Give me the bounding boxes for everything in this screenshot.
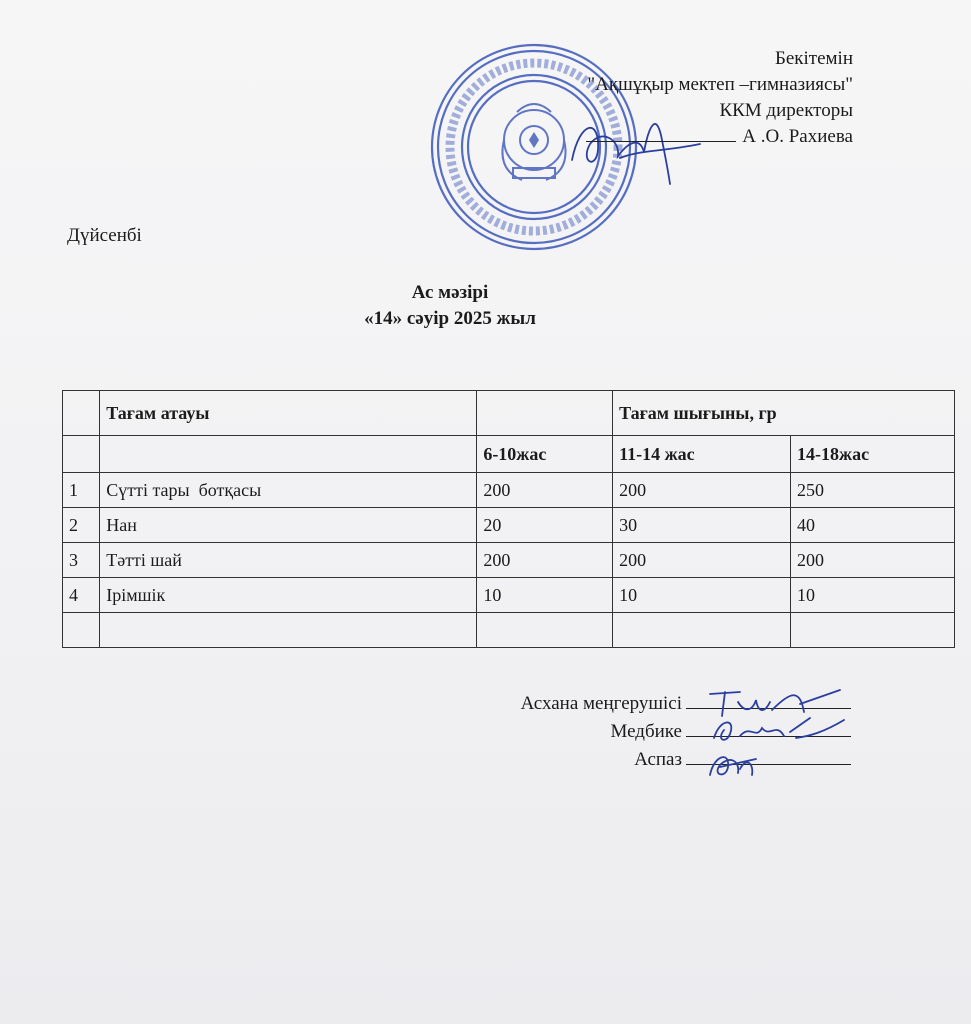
table-cell [100,436,477,473]
dish-name: Ірімшік [100,578,477,613]
nurse-signature-icon [700,712,850,748]
title-line-1: Ас мәзірі [411,282,489,303]
row-num: 3 [63,543,100,578]
cook-signature-icon [700,745,780,785]
menu-table [62,390,955,648]
title-line-2: «14» сәуір 2025 жыл [364,308,536,329]
value-6-10: 200 [477,543,613,578]
table-cell [791,613,955,648]
value-11-14: 30 [613,508,791,543]
value-11-14: 200 [613,543,791,578]
approval-block [586,46,853,150]
nurse-label: Медбике [610,721,682,742]
director-name: А .О. Рахиева [742,126,853,147]
age-group-3: 14-18жас [791,436,955,473]
table-cell [63,436,100,473]
value-6-10: 10 [477,578,613,613]
weekday-label: Дүйсенбі [67,225,142,246]
page-title [0,280,900,332]
table-row [63,578,955,613]
table-header-num [63,391,100,436]
value-6-10: 200 [477,473,613,508]
row-num: 1 [63,473,100,508]
signature-line [586,140,736,142]
table-row [63,543,955,578]
value-14-18: 200 [791,543,955,578]
dish-name: Сүтті тары ботқасы [100,473,477,508]
table-header-consumption: Тағам шығыны, гр [613,391,955,436]
table-cell [100,613,477,648]
table-header-blank [477,391,613,436]
table-cell [63,613,100,648]
value-14-18: 250 [791,473,955,508]
value-11-14: 200 [613,473,791,508]
age-group-2: 11-14 жас [613,436,791,473]
head-kitchen-label: Асхана меңгерушісі [520,693,682,714]
table-header-row [63,391,955,436]
value-14-18: 40 [791,508,955,543]
dish-name: Нан [100,508,477,543]
approval-line-1: Бекітемін [774,48,853,69]
table-row [63,473,955,508]
age-group-1: 6-10жас [477,436,613,473]
value-14-18: 10 [791,578,955,613]
approval-line-2: "Ақшұқыр мектеп –гимназиясы" [587,74,853,95]
table-cell [613,613,791,648]
row-num: 4 [63,578,100,613]
table-row [63,508,955,543]
table-row-empty [63,613,955,648]
table-header-name: Тағам атауы [100,391,477,436]
dish-name: Тәтті шай [100,543,477,578]
value-11-14: 10 [613,578,791,613]
row-num: 2 [63,508,100,543]
value-6-10: 20 [477,508,613,543]
cook-label: Аспаз [634,749,682,770]
approval-line-3: ККМ директоры [719,100,853,121]
table-cell [477,613,613,648]
table-age-row [63,436,955,473]
